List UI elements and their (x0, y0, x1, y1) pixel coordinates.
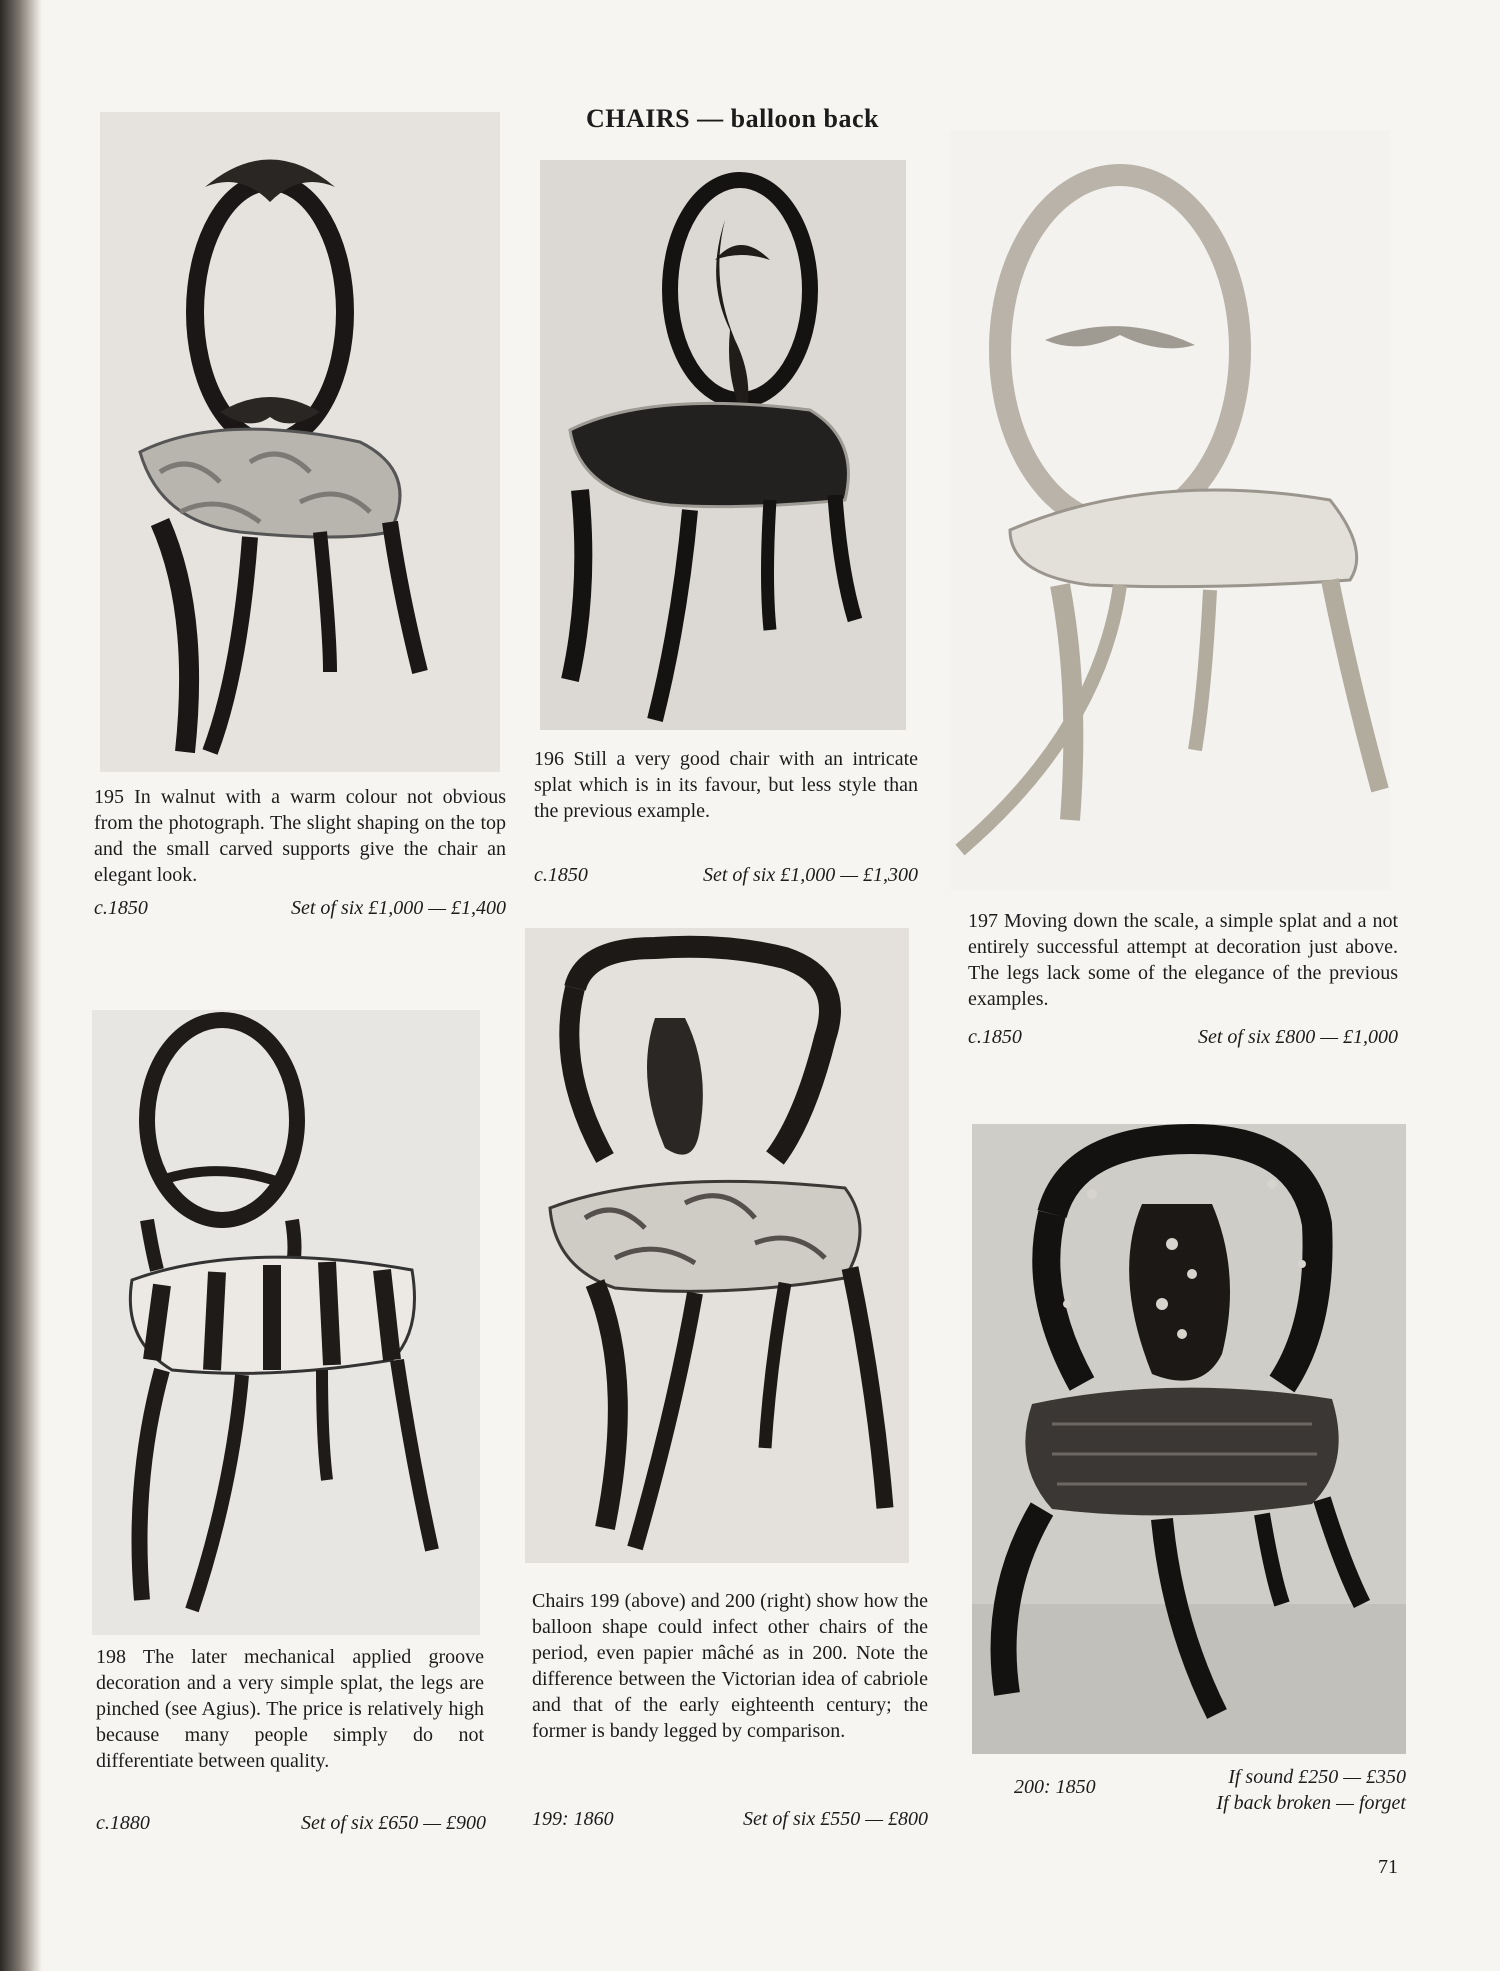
price-200-line1: If sound £250 — £350 (1228, 1766, 1406, 1788)
page-number: 71 (1378, 1856, 1398, 1878)
caption-198: 198 The later mechanical applied groove decoration and a very simple splat, the legs are pinched (see Agius). The price is relatively high because many people simply do not differentiate between quality. (96, 1646, 484, 1772)
book-spine-shadow (0, 0, 42, 1971)
page-heading: CHAIRS — balloon back (586, 104, 879, 133)
date-198: c.1880 (96, 1812, 150, 1834)
price-198: Set of six £650 — £900 (301, 1812, 486, 1834)
date-196: c.1850 (534, 864, 588, 886)
chair-197-photo (950, 130, 1390, 890)
date-195: c.1850 (94, 897, 148, 919)
price-196: Set of six £1,000 — £1,300 (703, 864, 918, 886)
caption-195: 195 In walnut with a warm colour not obvious from the photograph. The slight shaping on the top and the small carved supports give the chair an elegant look. (94, 786, 506, 886)
date-200: 200: 1850 (1014, 1776, 1096, 1798)
price-195: Set of six £1,000 — £1,400 (291, 897, 506, 919)
price-197: Set of six £800 — £1,000 (1198, 1026, 1398, 1048)
chair-195-photo (100, 112, 500, 772)
price-199: Set of six £550 — £800 (743, 1808, 928, 1830)
chair-199-photo (525, 928, 909, 1563)
date-197: c.1850 (968, 1026, 1022, 1048)
price-200-line2: If back broken — forget (1216, 1792, 1406, 1814)
chair-196-photo (540, 160, 906, 730)
chair-200-photo (972, 1124, 1406, 1754)
chair-198-photo (92, 1010, 480, 1635)
caption-196: 196 Still a very good chair with an intricate splat which is in its favour, but less style than the previous example. (534, 748, 918, 822)
caption-197: 197 Moving down the scale, a simple splat and a not entirely successful attempt at decoration just above. The legs lack some of the elegance of the previous examples. (968, 910, 1398, 1010)
date-199: 199: 1860 (532, 1808, 614, 1830)
caption-199: Chairs 199 (above) and 200 (right) show how the balloon shape could infect other chairs of the period, even papier mâché as in 200. Note the difference between the Victorian idea of cabriole and that of the early eighteenth century; the former is bandy legged by comparison. (532, 1590, 928, 1742)
